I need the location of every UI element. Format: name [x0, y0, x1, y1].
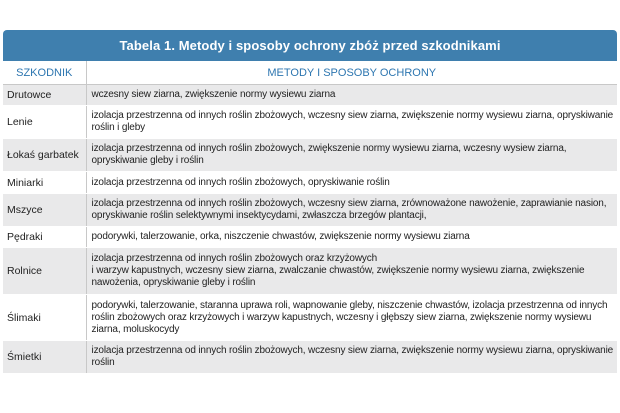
methods-cell: [86, 341, 617, 374]
pest-name-cell: Śmietki: [3, 341, 86, 374]
pest-name-cell: Mszyce: [3, 194, 86, 227]
table-row: [3, 248, 617, 295]
methods-cell: [86, 194, 617, 227]
methods-text: wczesny siew ziarna, zwiększenie normy wysiewu ziarna: [91, 89, 336, 100]
table-title: Tabela 1. Metody i sposoby ochrony zbóż przed szkodnikami: [119, 38, 501, 53]
methods-cell: [86, 172, 617, 194]
table-title-bar: [3, 30, 617, 61]
methods-text: izolacja przestrzenna od innych roślin zbożowych, wczesny siew ziarna, zwiększenie normy wysiewu ziarna, opryskiwanie roślin i gleby: [91, 110, 614, 133]
methods-cell: [86, 295, 617, 341]
table-row: [3, 295, 617, 341]
table-row: [3, 139, 617, 172]
methods-text: izolacja przestrzenna od innych roślin zbożowych, opryskiwanie roślin: [91, 176, 390, 188]
table-row: [3, 227, 617, 248]
pest-name-cell: Łokaś garbatek: [3, 139, 86, 172]
column-header-methods: METODY I SPOSOBY OCHRONY: [86, 61, 617, 85]
pest-name-cell: Lenie: [3, 106, 86, 139]
pest-protection-table: [3, 30, 617, 374]
methods-text: izolacja przestrzenna od innych roślin zbożowych, wczesny siew ziarna, zrównoważone nawożenie, zaprawianie nasion, opryskiwanie roślin selektywnymi insektycydami, zwłaszcza brzegów plantacji,: [91, 198, 607, 221]
table-row: [3, 172, 617, 194]
table-row: [3, 85, 617, 106]
pest-name-cell: Pędraki: [3, 227, 86, 248]
methods-text: izolacja przestrzenna od innych roślin zbożowych, wczesny siew ziarna, zwiększenie normy wysiewu ziarna, opryskiwanie roślin: [91, 345, 614, 368]
table-row: [3, 194, 617, 227]
methods-text: izolacja przestrzenna od innych roślin zbożowych, zwiększenie normy wysiewu ziarna, wczesny wysiew ziarna, opryskiwanie gleby i roślin: [91, 143, 567, 166]
table-header-row: [3, 61, 617, 85]
methods-cell: [86, 106, 617, 139]
methods-cell: [86, 85, 617, 106]
pest-name-cell: Miniarki: [3, 172, 86, 194]
pest-name-cell: Drutowce: [3, 85, 86, 106]
column-header-pest: SZKODNIK: [3, 61, 86, 85]
pest-name-cell: Ślimaki: [3, 295, 86, 341]
methods-cell: [86, 248, 617, 295]
methods-cell: [86, 139, 617, 172]
table-grid: [3, 61, 617, 374]
table-row: [3, 341, 617, 374]
methods-text: podorywki, talerzowanie, orka, niszczenie chwastów, zwiększenie normy wysiewu ziarna: [91, 231, 470, 242]
table-row: [3, 106, 617, 139]
pest-name-cell: Rolnice: [3, 248, 86, 295]
methods-cell: [86, 227, 617, 248]
methods-text: izolacja przestrzenna od innych roślin zbożowych oraz krzyżowych i warzyw kapustnych, wczesny siew ziarna, zwalczanie chwastów, zwiększenie normy wysiewu ziarna, zwiększenie nawożenia, opryskiwanie gleby i roślin: [91, 253, 585, 288]
methods-text: podorywki, talerzowanie, staranna uprawa roli, wapnowanie gleby, niszczenie chwastów, izolacja przestrzenna od innych roślin zbożowych oraz krzyżowych i warzyw kapustnych, wczesny i głębszy siew ziarna, zwiększenie normy wysiewu ziarna, moluskocydy: [91, 299, 608, 335]
